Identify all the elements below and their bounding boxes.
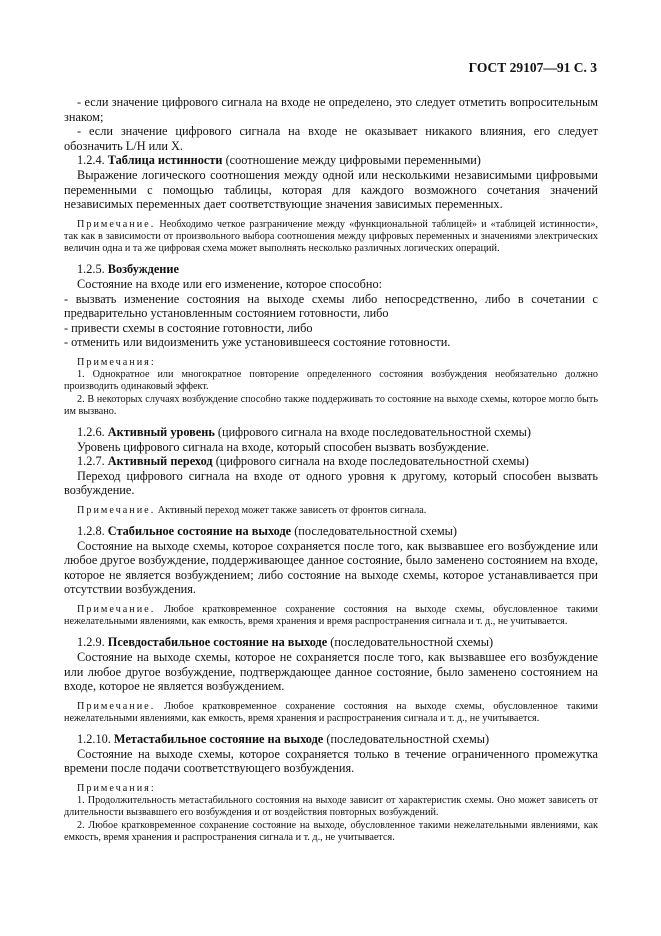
section-heading <box>64 454 598 469</box>
list-item: - привести схемы в состояние готовности, либо <box>64 320 313 335</box>
list-item: - отменить или видоизменить уже установившееся состояние готовности. <box>64 335 451 350</box>
note <box>64 219 598 256</box>
section-qualifier: (цифрового сигнала на входе последовательностной схемы) <box>217 424 532 439</box>
section-term: Возбуждение <box>107 262 179 277</box>
section-heading <box>64 635 598 650</box>
section-heading <box>64 425 598 440</box>
definition: Состояние на входе или его изменение, которое способно: <box>77 276 383 291</box>
section-term: Активный уровень <box>107 424 215 439</box>
definition: Переход цифрового сигнала на входе от одного уровня к другому, который способен вызвать возбуждение. <box>64 468 598 498</box>
note-label: Примечание. <box>77 700 156 712</box>
section-heading <box>64 153 598 168</box>
section-term: Таблица истинности <box>107 153 223 168</box>
section-qualifier: (соотношение между цифровыми переменными) <box>225 153 481 168</box>
section-qualifier: (цифрового сигнала на входе последовательностной схемы) <box>215 454 529 469</box>
section-term: Стабильное состояние на выходе <box>107 524 292 539</box>
section-heading <box>64 524 598 539</box>
section-heading <box>64 732 598 747</box>
definition: Состояние на выходе схемы, которое не сохраняется после того, как вызвавшее его возбуждение или любое другое возбуждение, подтверждающее данное состояние, было заменено состоянием на входе, которое не является возбуждением. <box>64 650 598 694</box>
section-term: Псевдостабильное состояние на выходе <box>107 635 328 650</box>
note-text: Любое кратковременное сохранение состояния на выходе схемы, обусловленное такими нежелательными явлениями, как емкость, время хранения и распространения сигнала и т. д., не учитывается. <box>64 700 599 725</box>
note-label: Примечание. <box>77 504 156 516</box>
section-qualifier: (последовательностной схемы) <box>326 732 490 747</box>
definition: Состояние на выходе схемы, которое сохраняется после того, как вызвавшее его возбуждение или любое другое возбуждение, поддерживающее данное состояние, было заменено состоянием на входе, которое не является возбуждением; либо состояние на выходе схемы, которое устанавливается при отсутствии возбуждения. <box>64 538 598 597</box>
section-number: 1.2.6. <box>77 424 105 439</box>
section-number: 1.2.5. <box>77 262 105 277</box>
note-text: Любое кратковременное сохранение состояния на выходе схемы, обусловленное такими нежелательными явлениями, как емкость, время хранения и время распространения сигнала и т. д., не учитывается. <box>64 604 599 628</box>
note-item: 2. Любое кратковременное сохранение состояние на выходе, обусловленное такими нежелательными явлениями, как емкость, время хранения и распространения сигнала и т. д., не учитывается. <box>64 819 598 843</box>
note <box>64 701 598 725</box>
notes-label: Примечания: <box>77 356 156 368</box>
note-item: 1. Продолжительность метастабильного состояния на выходе зависит от характеристик схемы. Оно может зависеть от длительности вызвавшего его возбуждения и от воздействия повторных возбуждений. <box>64 795 598 819</box>
note-label: Примечание. <box>77 604 156 616</box>
section-number: 1.2.7. <box>77 454 105 469</box>
page-header: ГОСТ 29107—91 С. 3 <box>468 60 597 75</box>
notes-label: Примечания: <box>77 783 156 795</box>
note-item: 1. Однократное или многократное повторение определенного состояния возбуждения необязательно должно производить одинаковый эффект. <box>64 369 598 393</box>
section-heading <box>64 262 598 277</box>
list-item: - вызвать изменение состояния на выходе схемы либо непосредственно, либо в сочетании с предварительно установленным состоянием готовности, либо <box>64 291 598 321</box>
note-item: 2. В некоторых случаях возбуждение способно также поддерживать то состояние на выходе схемы, которое могло быть им вызвано. <box>64 393 598 417</box>
definition: Выражение логического соотношения между одной или несколькими независимыми цифровыми переменными с помощью таблицы, которая для каждого возможного сочетания значений независимых переменных дает соответствующие значения зависимых переменных. <box>64 167 598 212</box>
document-body <box>64 95 598 844</box>
note-text: Необходимо четкое разграничение между «функциональной таблицей» и «таблицей истинности», так как в зависимости от произвольного выбора соотношения между цифровых переменных и значениями электрических величин одна и та же цифровая схема может выполнять несколько различных логических операций. <box>64 218 598 255</box>
section-qualifier: (последовательностной схемы) <box>330 635 494 650</box>
section-number: 1.2.10. <box>77 732 111 747</box>
paragraph: - если значение цифрового сигнала на входе не оказывает никакого влияния, его следует обозначить L/H или X. <box>64 124 598 153</box>
note <box>64 505 598 517</box>
section-number: 1.2.8. <box>77 524 105 539</box>
section-number: 1.2.4. <box>77 153 105 168</box>
section-number: 1.2.9. <box>77 635 105 650</box>
section-term: Активный переход <box>107 454 213 469</box>
note <box>64 604 598 628</box>
note-label: Примечание. <box>77 218 156 230</box>
definition: Уровень цифрового сигнала на входе, который способен вызвать возбуждение. <box>77 439 490 454</box>
paragraph: - если значение цифрового сигнала на входе не определено, это следует отметить вопросительным знаком; <box>64 95 598 124</box>
note-text: Активный переход может также зависеть от фронтов сигнала. <box>157 504 427 516</box>
definition: Состояние на выходе схемы, которое сохраняется только в течение ограниченного промежутка времени после подачи соответствующего возбуждения. <box>64 746 598 776</box>
section-term: Метастабильное состояние на выходе <box>113 732 324 747</box>
section-qualifier: (последовательностной схемы) <box>294 524 457 539</box>
